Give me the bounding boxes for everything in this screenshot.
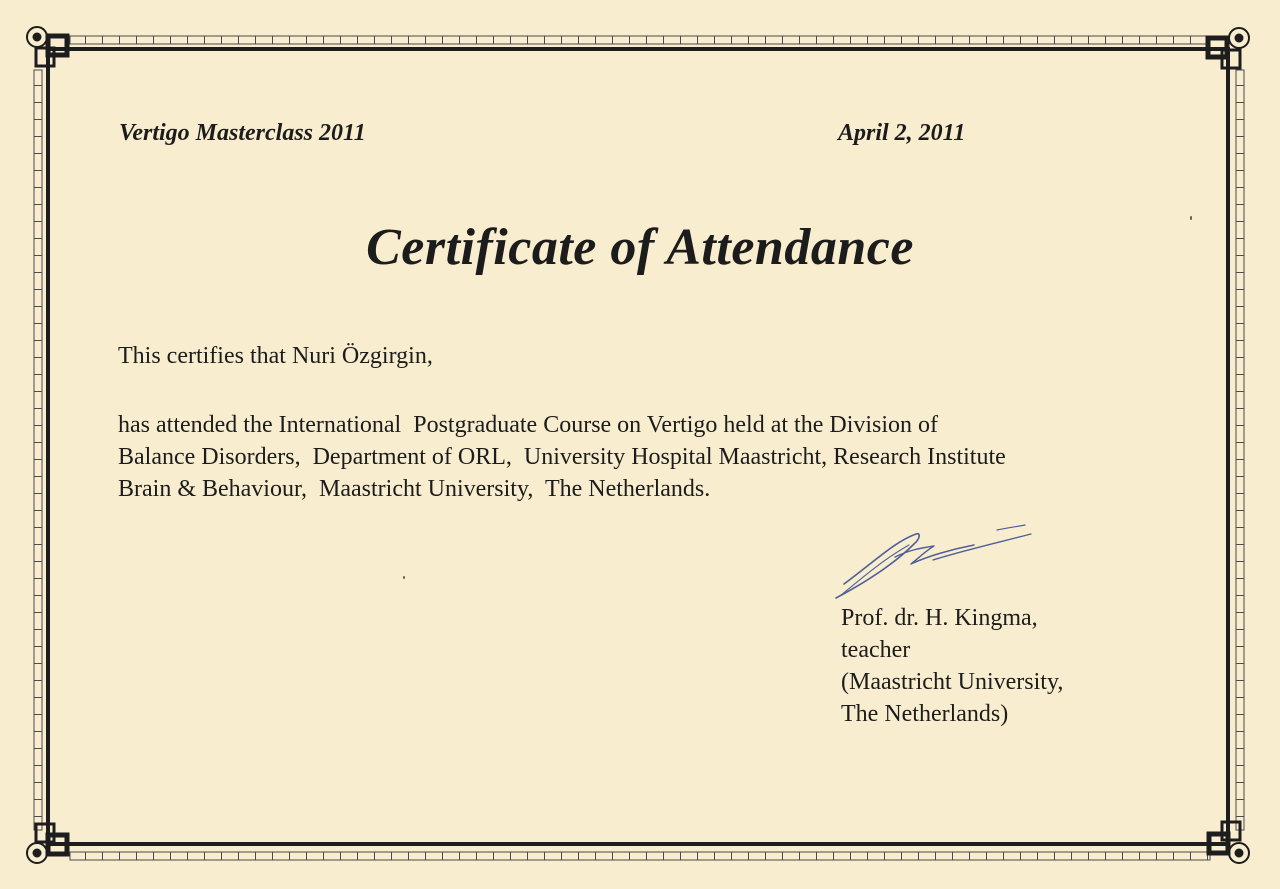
paper-speck xyxy=(1190,216,1192,220)
signatory-affiliation: (Maastricht University, xyxy=(841,669,1064,695)
certificate-title: Certificate of Attendance xyxy=(366,219,914,276)
certification-statement: This certifies that Nuri Özgirgin, xyxy=(118,343,433,369)
attendance-description xyxy=(118,409,1178,505)
signatory-name: Prof. dr. H. Kingma, xyxy=(841,605,1038,631)
signatory-country: The Netherlands) xyxy=(841,701,1009,727)
handwritten-signature-icon xyxy=(832,522,1042,604)
event-date: April 2, 2011 xyxy=(838,120,966,146)
description-line: Brain & Behaviour, Maastricht University, The Netherlands. xyxy=(118,476,711,502)
left-tick-band xyxy=(34,70,42,830)
top-tick-band xyxy=(70,36,1210,44)
description-line: has attended the International Postgraduate Course on Vertigo held at the Division of xyxy=(118,412,939,438)
signatory-role: teacher xyxy=(841,637,911,663)
signatory-block xyxy=(841,602,1063,730)
paper-speck xyxy=(403,576,405,579)
event-name: Vertigo Masterclass 2011 xyxy=(119,120,366,146)
right-tick-band xyxy=(1236,70,1244,830)
bottom-tick-band xyxy=(70,852,1210,860)
description-line: Balance Disorders, Department of ORL, University Hospital Maastricht, Research Institute xyxy=(118,444,1006,470)
